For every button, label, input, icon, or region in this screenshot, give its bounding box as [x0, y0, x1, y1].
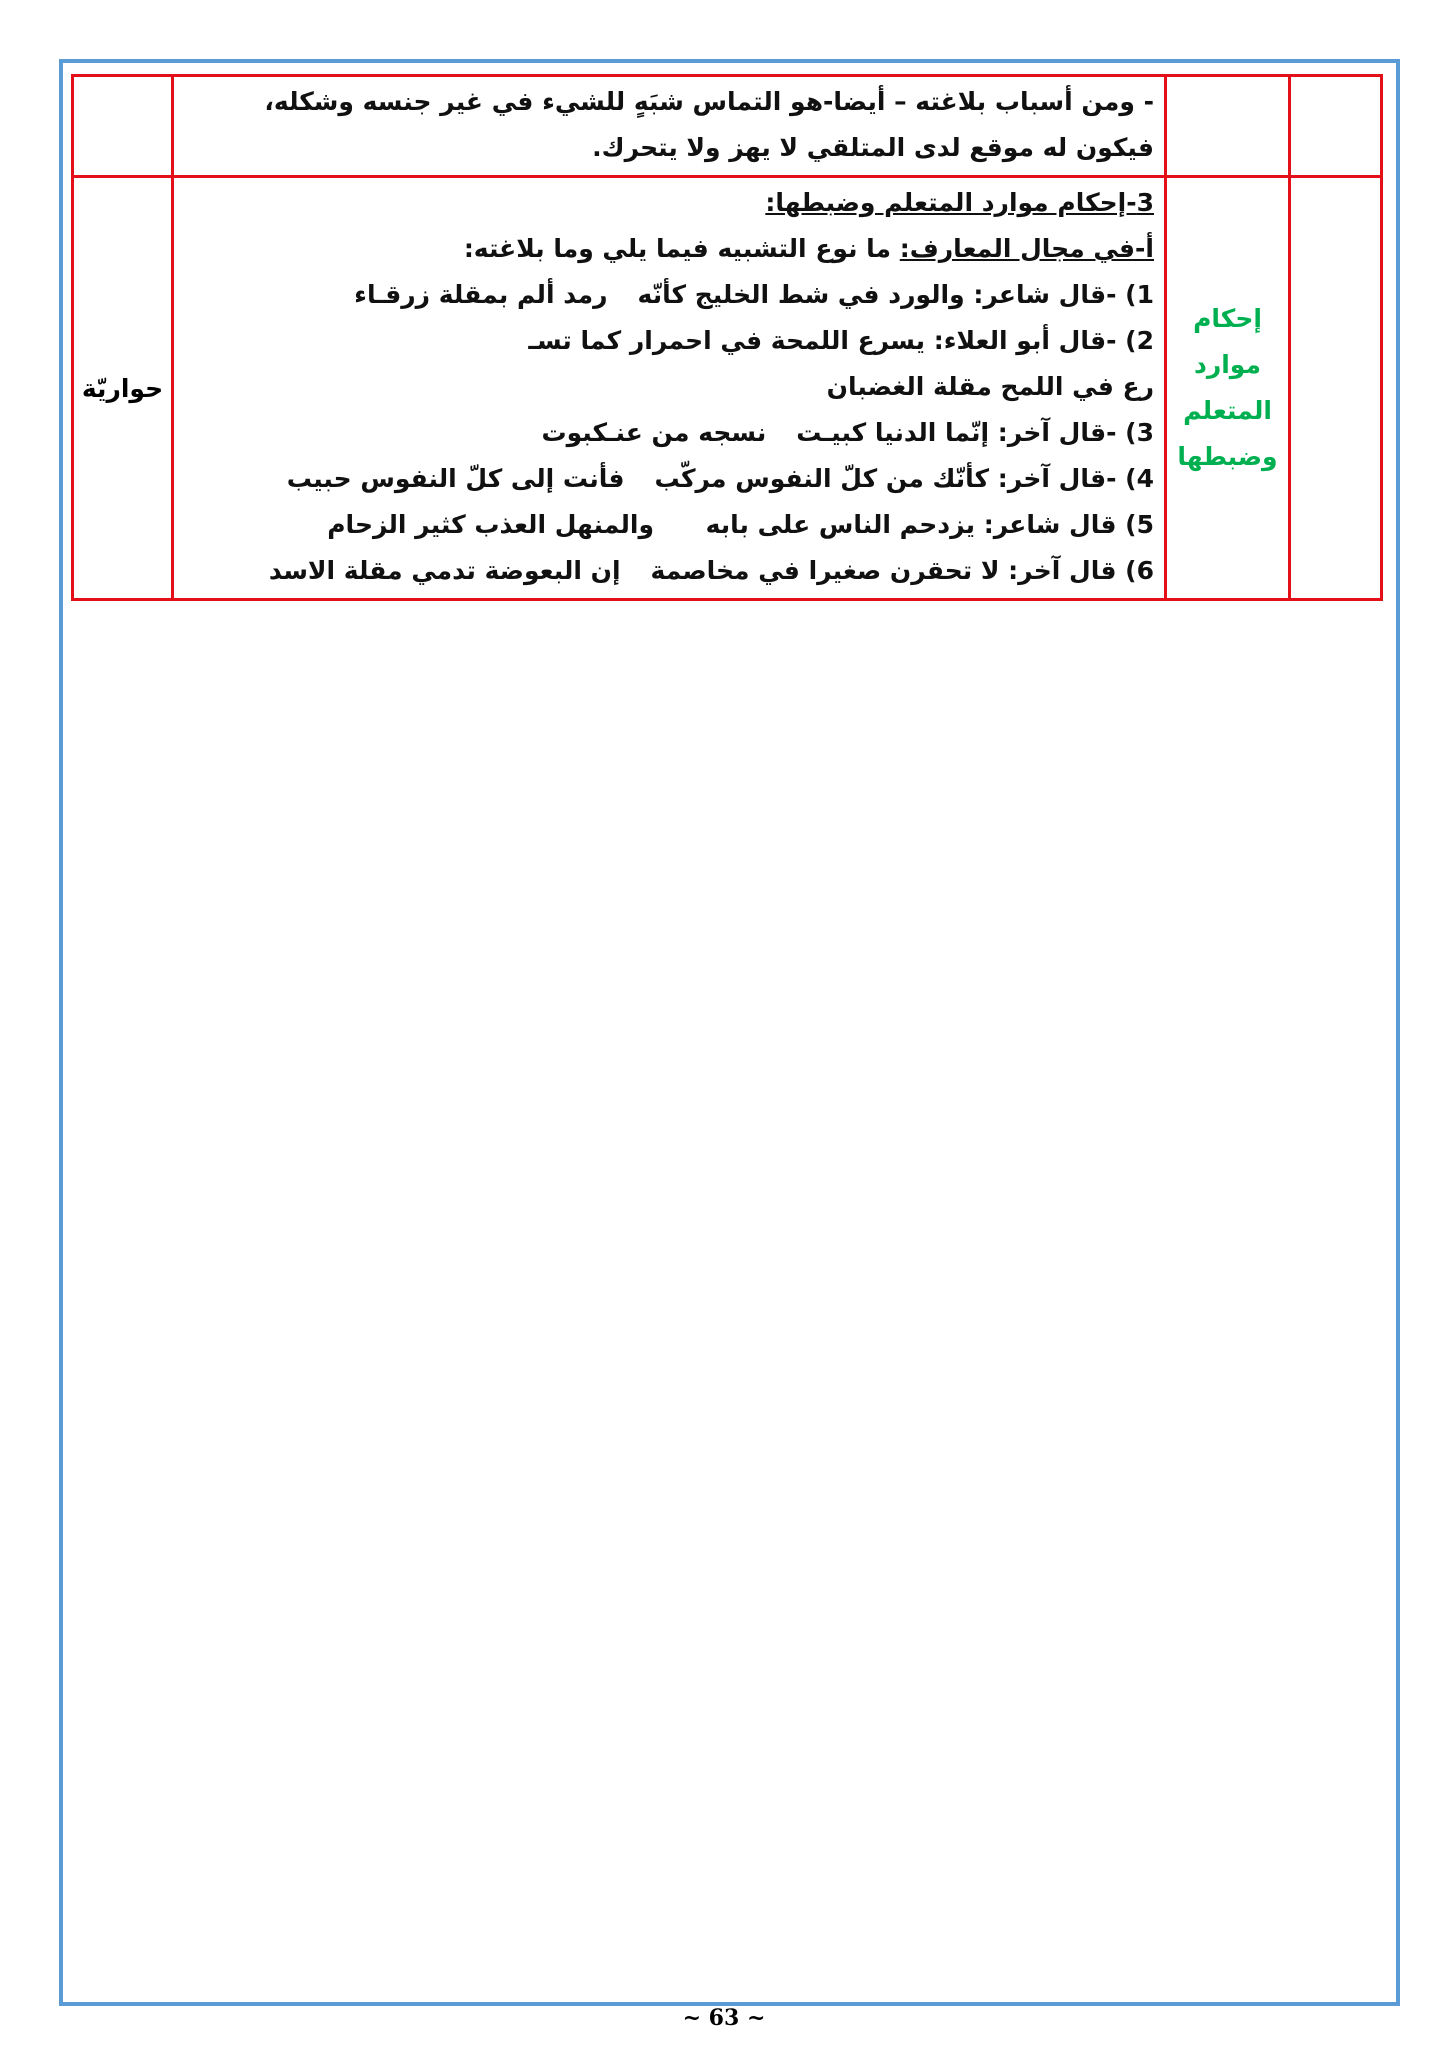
verse-first-half: 5) قال شاعر: يزدحم الناس على بابه: [705, 510, 1154, 539]
verse-second-half: فأنت إلى كلّ النفوس حبيب: [286, 464, 625, 493]
verse: [184, 548, 1154, 594]
verse-second-half: رع في اللمح مقلة الغضبان: [826, 372, 1154, 401]
verse-second-half: رمد ألم بمقلة زرقـاء: [354, 280, 608, 309]
step-word: المتعلم: [1183, 396, 1272, 425]
step-word: إحكام: [1193, 304, 1262, 333]
verse-first-half: 6) قال آخر: لا تحقرن صغيرا في مخاصمة: [650, 556, 1154, 585]
verse-second-half: نسجه من عنـكبوت: [541, 418, 767, 447]
empty-cell: [1290, 76, 1382, 177]
verse: [184, 410, 1154, 456]
empty-cell: [1290, 177, 1382, 600]
step-word: موارد: [1194, 350, 1261, 379]
step-cell: [1166, 177, 1290, 600]
verse: [184, 456, 1154, 502]
content-cell: [173, 76, 1166, 177]
question-text: ما نوع التشبيه فيما يلي وما بلاغته:: [463, 234, 900, 263]
step-cell: [1166, 76, 1290, 177]
verse-second-half: والمنهل العذب كثير الزحام: [327, 510, 654, 539]
mode-cell: حواريّة: [73, 177, 173, 600]
verse-first-half: 4) -قال آخر: كأنّك من كلّ النفوس مركّب: [654, 464, 1154, 493]
step-word: وضبطها: [1177, 442, 1278, 471]
verse: [184, 272, 1154, 318]
mode-cell: [73, 76, 173, 177]
lesson-table: [71, 74, 1383, 601]
table-row: [73, 177, 1382, 600]
question: [184, 226, 1154, 272]
question-label: أ-في مجال المعارف:: [899, 234, 1154, 263]
verse-first-half: 3) -قال آخر: إنّما الدنيا كبيـت: [796, 418, 1154, 447]
body-paragraph: - ومن أسباب بلاغته – أيضا-هو التماس شبَهٍ للشيء في غير جنسه وشكله، فيكون له موقع لدى المتلقي لا يهز ولا يتحرك.: [264, 87, 1154, 162]
content-cell: [173, 177, 1166, 600]
verse: [184, 318, 1154, 410]
verse-second-half: إن البعوضة تدمي مقلة الاسد: [268, 556, 621, 585]
page-number: ~ 63 ~: [682, 2005, 766, 2031]
verse-first-half: 2) -قال أبو العلاء: يسرع اللمحة في احمرار كما تسـ: [528, 326, 1154, 355]
table-row: [73, 76, 1382, 177]
verse: [184, 502, 1154, 548]
section-heading: 3-إحكام موارد المتعلم وضبطها:: [765, 188, 1154, 217]
verse-first-half: 1) -قال شاعر: والورد في شط الخليج كأنّه: [637, 280, 1154, 309]
